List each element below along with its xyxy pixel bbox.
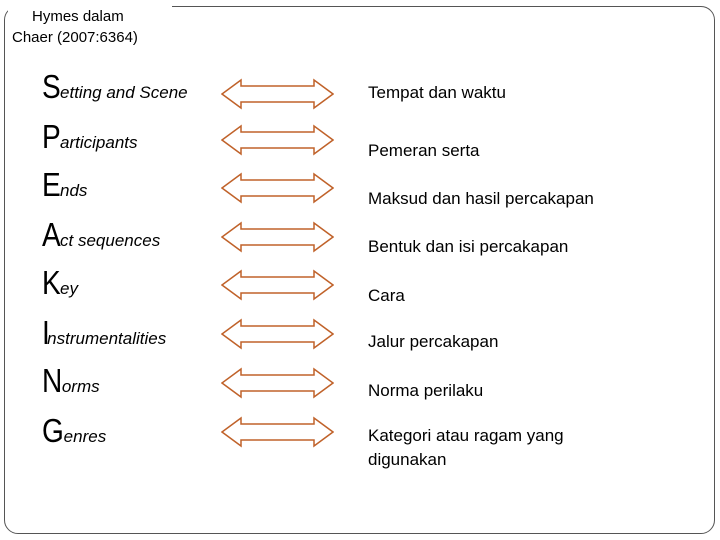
meaning-line: Maksud dan hasil percakapan [368,189,594,208]
term-initial: S [42,68,61,105]
term-rest: enres [63,427,107,446]
citation-line-2: Chaer (2007:6364) [12,29,138,46]
meaning-ct [368,235,568,259]
meaning-line: Jalur percakapan [368,332,499,351]
term-setting [42,70,188,103]
meaning-articipants [368,139,480,163]
term-rest: ey [60,279,78,298]
meaning-orms [368,379,483,403]
term-rest: articipants [60,133,138,152]
term-rest: nstrumentalities [47,329,167,348]
meaning-nds [368,187,594,211]
term-participants [42,120,138,153]
term-key [42,266,78,299]
arrow-shape [222,369,333,397]
double-arrow-icon [221,221,334,253]
double-arrow-icon [221,318,334,350]
double-arrow-icon [221,367,334,399]
arrow-shape [222,126,333,154]
arrow-shape [222,80,333,108]
meaning-line: Cara [368,286,405,305]
term-initial: I [42,314,50,351]
term-act [42,218,160,251]
meaning-ey [368,284,405,308]
term-ends [42,168,87,201]
term-initial: K [42,264,61,301]
term-rest: etting and Scene [60,83,188,102]
arrow-shape [222,418,333,446]
term-rest: ct sequences [60,231,161,250]
double-arrow-icon [221,124,334,156]
term-norms [42,364,100,397]
meaning-nstrumentalities [368,330,498,354]
meaning-etting [368,81,506,105]
meaning-line: Kategori atau ragam yang [368,426,564,445]
meaning-line: Tempat dan waktu [368,83,506,102]
term-initial: E [42,166,61,203]
citation-line-1: Hymes dalam [32,8,124,25]
meaning-line: digunakan [368,450,447,469]
term-rest: orms [61,377,100,396]
arrow-shape [222,271,333,299]
double-arrow-icon [221,78,334,110]
meaning-line: Norma perilaku [368,381,484,400]
meaning-enres [368,424,564,472]
term-rest: nds [60,181,88,200]
meaning-line: Pemeran serta [368,141,480,160]
double-arrow-icon [221,416,334,448]
term-genres [42,414,106,447]
meaning-line: Bentuk dan isi percakapan [368,237,569,256]
arrow-shape [222,223,333,251]
double-arrow-icon [221,269,334,301]
double-arrow-icon [221,172,334,204]
term-initial: P [42,118,61,155]
arrow-shape [222,320,333,348]
term-initial: N [42,362,63,399]
source-citation [8,6,172,48]
term-instrumentalities [42,316,166,349]
term-initial: G [42,412,64,449]
arrow-shape [222,174,333,202]
term-initial: A [42,216,61,253]
